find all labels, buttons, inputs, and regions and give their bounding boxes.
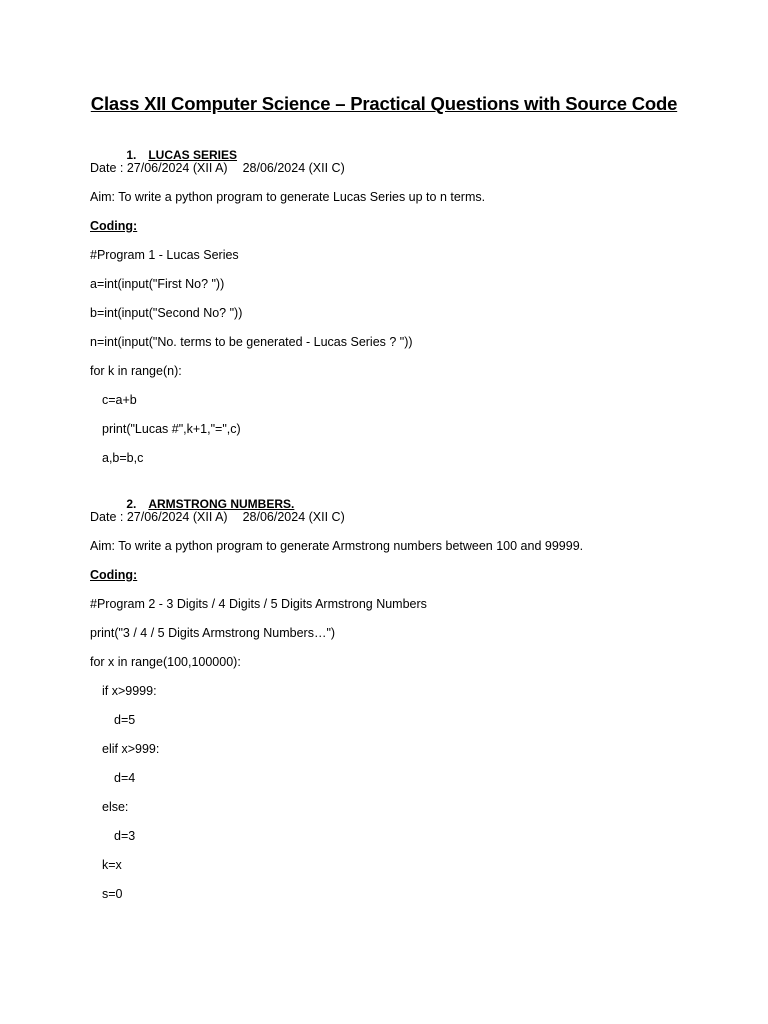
code-line: d=4 [114,771,136,785]
code-line: a,b=b,c [102,451,144,465]
page-title: Class XII Computer Science – Practical Questions with Source Code [90,93,678,114]
code-line: d=3 [114,829,136,843]
code-line: else: [102,800,129,814]
code-line: c=a+b [102,393,137,407]
code-line: if x>9999: [102,684,157,698]
aim-text: Aim: To write a python program to generate Armstrong numbers between 100 and 99999. [90,539,584,553]
code-line: for k in range(n): [90,364,182,378]
section-number: 2. [126,497,137,511]
code-line: a=int(input("First No? ")) [90,277,225,291]
section-number: 1. [126,148,137,162]
date-xii-a: Date : 27/06/2024 (XII A) [90,161,228,175]
date-xii-a: Date : 27/06/2024 (XII A) [90,510,228,524]
code-line: elif x>999: [102,742,160,756]
aim-text: Aim: To write a python program to generate Lucas Series up to n terms. [90,190,486,204]
code-line: #Program 2 - 3 Digits / 4 Digits / 5 Digits Armstrong Numbers [90,597,427,611]
section-title: LUCAS SERIES [148,148,238,162]
code-line: b=int(input("Second No? ")) [90,306,243,320]
code-line: for x in range(100,100000): [90,655,241,669]
date-line [90,160,345,176]
coding-label: Coding: [90,568,138,582]
code-line: k=x [102,858,122,872]
code-line: #Program 1 - Lucas Series [90,248,239,262]
code-line: print("3 / 4 / 5 Digits Armstrong Numbers…") [90,626,336,640]
code-line: d=5 [114,713,136,727]
date-xii-c: 28/06/2024 (XII C) [242,161,345,175]
code-line: print("Lucas #",k+1,"=",c) [102,422,241,436]
date-xii-c: 28/06/2024 (XII C) [242,510,345,524]
date-line [90,509,345,525]
code-line: n=int(input("No. terms to be generated - Lucas Series ? ")) [90,335,413,349]
code-line: s=0 [102,887,123,901]
coding-label: Coding: [90,219,138,233]
section-title: ARMSTRONG NUMBERS. [148,497,295,511]
